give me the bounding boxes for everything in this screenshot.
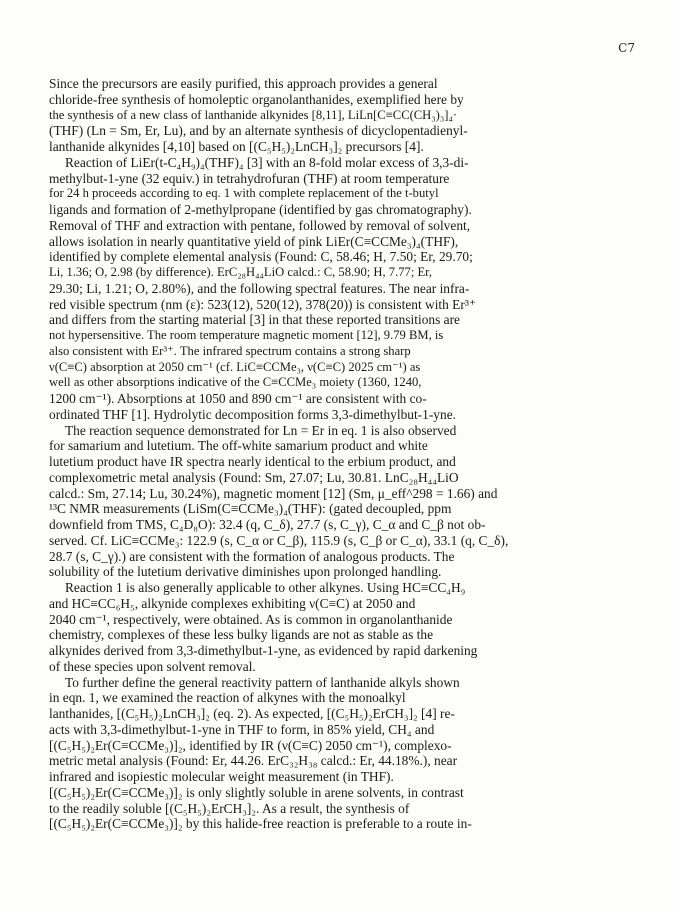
text-line: [(C₅H₅)₂Er(C≡CCMe₃)]₂ by this halide-free reaction is preferable to a route in- [49, 816, 472, 832]
text-line: 28.7 (s, C_γ).) are consistent with the formation of analogous products. The [49, 548, 455, 564]
text-line: identified by complete elemental analysis (Found: C, 58.46; H, 7.50; Er, 29.70; [49, 249, 473, 265]
text-line: To further define the general reactivity pattern of lanthanide alkyls shown [65, 674, 460, 690]
text-line: lanthanide alkynides [4,10] based on [(C₅H₅)₂LnCH₃]₂ precursors [4]. [49, 139, 424, 154]
text-line: chemistry, complexes of these less bulky ligands are not as stable as the [49, 627, 434, 643]
text-line: methylbut-1-yne (32 equiv.) in tetrahydrofuran (THF) at room temperature [49, 170, 450, 186]
text-line: The reaction sequence demonstrated for Ln = Er in eq. 1 is also observed [65, 422, 457, 438]
text-line: ordinated THF [1]. Hydrolytic decomposition forms 3,3-dimethylbut-1-yne. [49, 406, 456, 422]
text-line: the synthesis of a new class of lanthanide alkynides [8,11], LiLn[C≡CC(CH₃)₃]₄· [49, 107, 458, 122]
text-line: well as other absorptions indicative of the C≡CCMe₃ moiety (1360, 1240, [49, 375, 422, 390]
text-line: metric metal analysis (Found: Er, 44.26. ErC₃₂H₃₈ calcd.: Er, 44.18%.), near [49, 753, 458, 769]
text-line: alkynides derived from 3,3-dimethylbut-1-yne, as evidenced by rapid darkening [49, 643, 478, 658]
text-line: allows isolation in nearly quantitative yield of pink LiEr(C≡CCMe₃)₄(THF), [49, 233, 459, 249]
text-line: 1200 cm⁻¹). Absorptions at 1050 and 890 cm⁻¹ are consistent with co- [49, 391, 427, 406]
text-line: to the readily soluble [(C₅H₅)₂ErCH₃]₂. As a result, the synthesis of [49, 800, 410, 816]
text-line: also consistent with Er³⁺. The infrared spectrum contains a strong sharp [49, 343, 411, 358]
text-line: of these species upon solvent removal. [49, 658, 256, 674]
text-line: solubility of the lutetium derivative diminishes upon prolonged handling. [49, 564, 442, 580]
text-line: for samarium and lutetium. The off-white samarium product and white [49, 438, 428, 454]
text-line: chloride-free synthesis of homoleptic organolanthanides, exemplified here by [49, 91, 464, 107]
text-line: in eqn. 1, we examined the reaction of alkynes with the monoalkyl [49, 690, 406, 706]
page-number: C7 [618, 41, 635, 55]
text-line: downfield from TMS, C₄D₈O): 32.4 (q, C_δ), 27.7 (s, C_γ), C_α and C_β not ob- [49, 517, 486, 532]
text-line: not hypersensitive. The room temperature magnetic moment [12], 9.79 BM, is [49, 328, 444, 342]
text-line: 2040 cm⁻¹, respectively, were obtained. As is common in organolanthanide [49, 611, 453, 627]
text-line: (THF) (Ln = Sm, Er, Lu), and by an alternate synthesis of dicyclopentadienyl- [49, 123, 468, 139]
text-line: Reaction 1 is also generally applicable to other alkynes. Using HC≡CC₄H₉ [65, 580, 466, 595]
text-line: [(C₅H₅)₂Er(C≡CCMe₃)]₂ is only slightly soluble in arene solvents, in contrast [49, 784, 464, 800]
text-line: infrared and isopiestic molecular weight measurement (in THF). [49, 769, 394, 784]
text-line: Since the precursors are easily purified, this approach provides a general [49, 76, 438, 91]
text-line: 29.30; Li, 1.21; O, 2.80%), and the following spectral features. The near infra- [49, 280, 470, 296]
text-line: red visible spectrum (nm (ε): 523(12), 520(12), 378(20)) is consistent with Er³⁺ [49, 296, 476, 312]
text-line: Li, 1.36; O, 2.98 (by difference). ErC₂₈H₄₄LiO calcd.: C, 58.90; H, 7.77; Er, [49, 265, 433, 279]
text-line: lutetium product have IR spectra nearly identical to the erbium product, and [49, 454, 456, 469]
text-line: Removal of THF and extraction with pentane, followed by removal of solvent, [49, 217, 471, 233]
text-line: [(C₅H₅)₂Er(C≡CCMe₃)]₂, identified by IR (ν(C≡C) 2050 cm⁻¹), complexo- [49, 737, 452, 753]
article-body [49, 76, 645, 832]
text-line: for 24 h proceeds according to eq. 1 with complete replacement of the t-butyl [49, 186, 439, 201]
text-line: ¹³C NMR measurements (LiSm(C≡CCMe₃)₄(THF): (gated decoupled, ppm [49, 501, 452, 517]
text-line: and HC≡CC₆H₅, alkynide complexes exhibiting ν(C≡C) at 2050 and [49, 595, 416, 611]
text-line: served. Cf. LiC≡CCMe₃: 122.9 (s, C_α or C_β), 115.9 (s, C_β or C_α), 33.1 (q, C_δ), [49, 532, 509, 548]
text-line: ν(C≡C) absorption at 2050 cm⁻¹ (cf. LiC≡CCMe₃, ν(C≡C) 2025 cm⁻¹) as [49, 359, 421, 374]
text-line: complexometric metal analysis (Found: Sm, 27.07; Lu, 30.81. LnC₂₈H₄₄LiO [49, 469, 459, 485]
text-line: Reaction of LiEr(t-C₄H₉)₄(THF)₄ [3] with an 8-fold molar excess of 3,3-di- [65, 154, 469, 170]
text-line: and differs from the starting material [3] in that these reported transitions are [49, 312, 461, 328]
text-line: acts with 3,3-dimethylbut-1-yne in THF to form, in 85% yield, CH₄ and [49, 721, 435, 737]
text-line: ligands and formation of 2-methylpropane (identified by gas chromatography). [49, 202, 472, 217]
text-line: lanthanides, [(C₅H₅)₂LnCH₃]₂ (eq. 2). As expected, [(C₅H₅)₂ErCH₃]₂ [4] re- [49, 706, 455, 721]
text-line: calcd.: Sm, 27.14; Lu, 30.24%), magnetic moment [12] (Sm, μ_eff^298 = 1.66) and [49, 485, 498, 501]
